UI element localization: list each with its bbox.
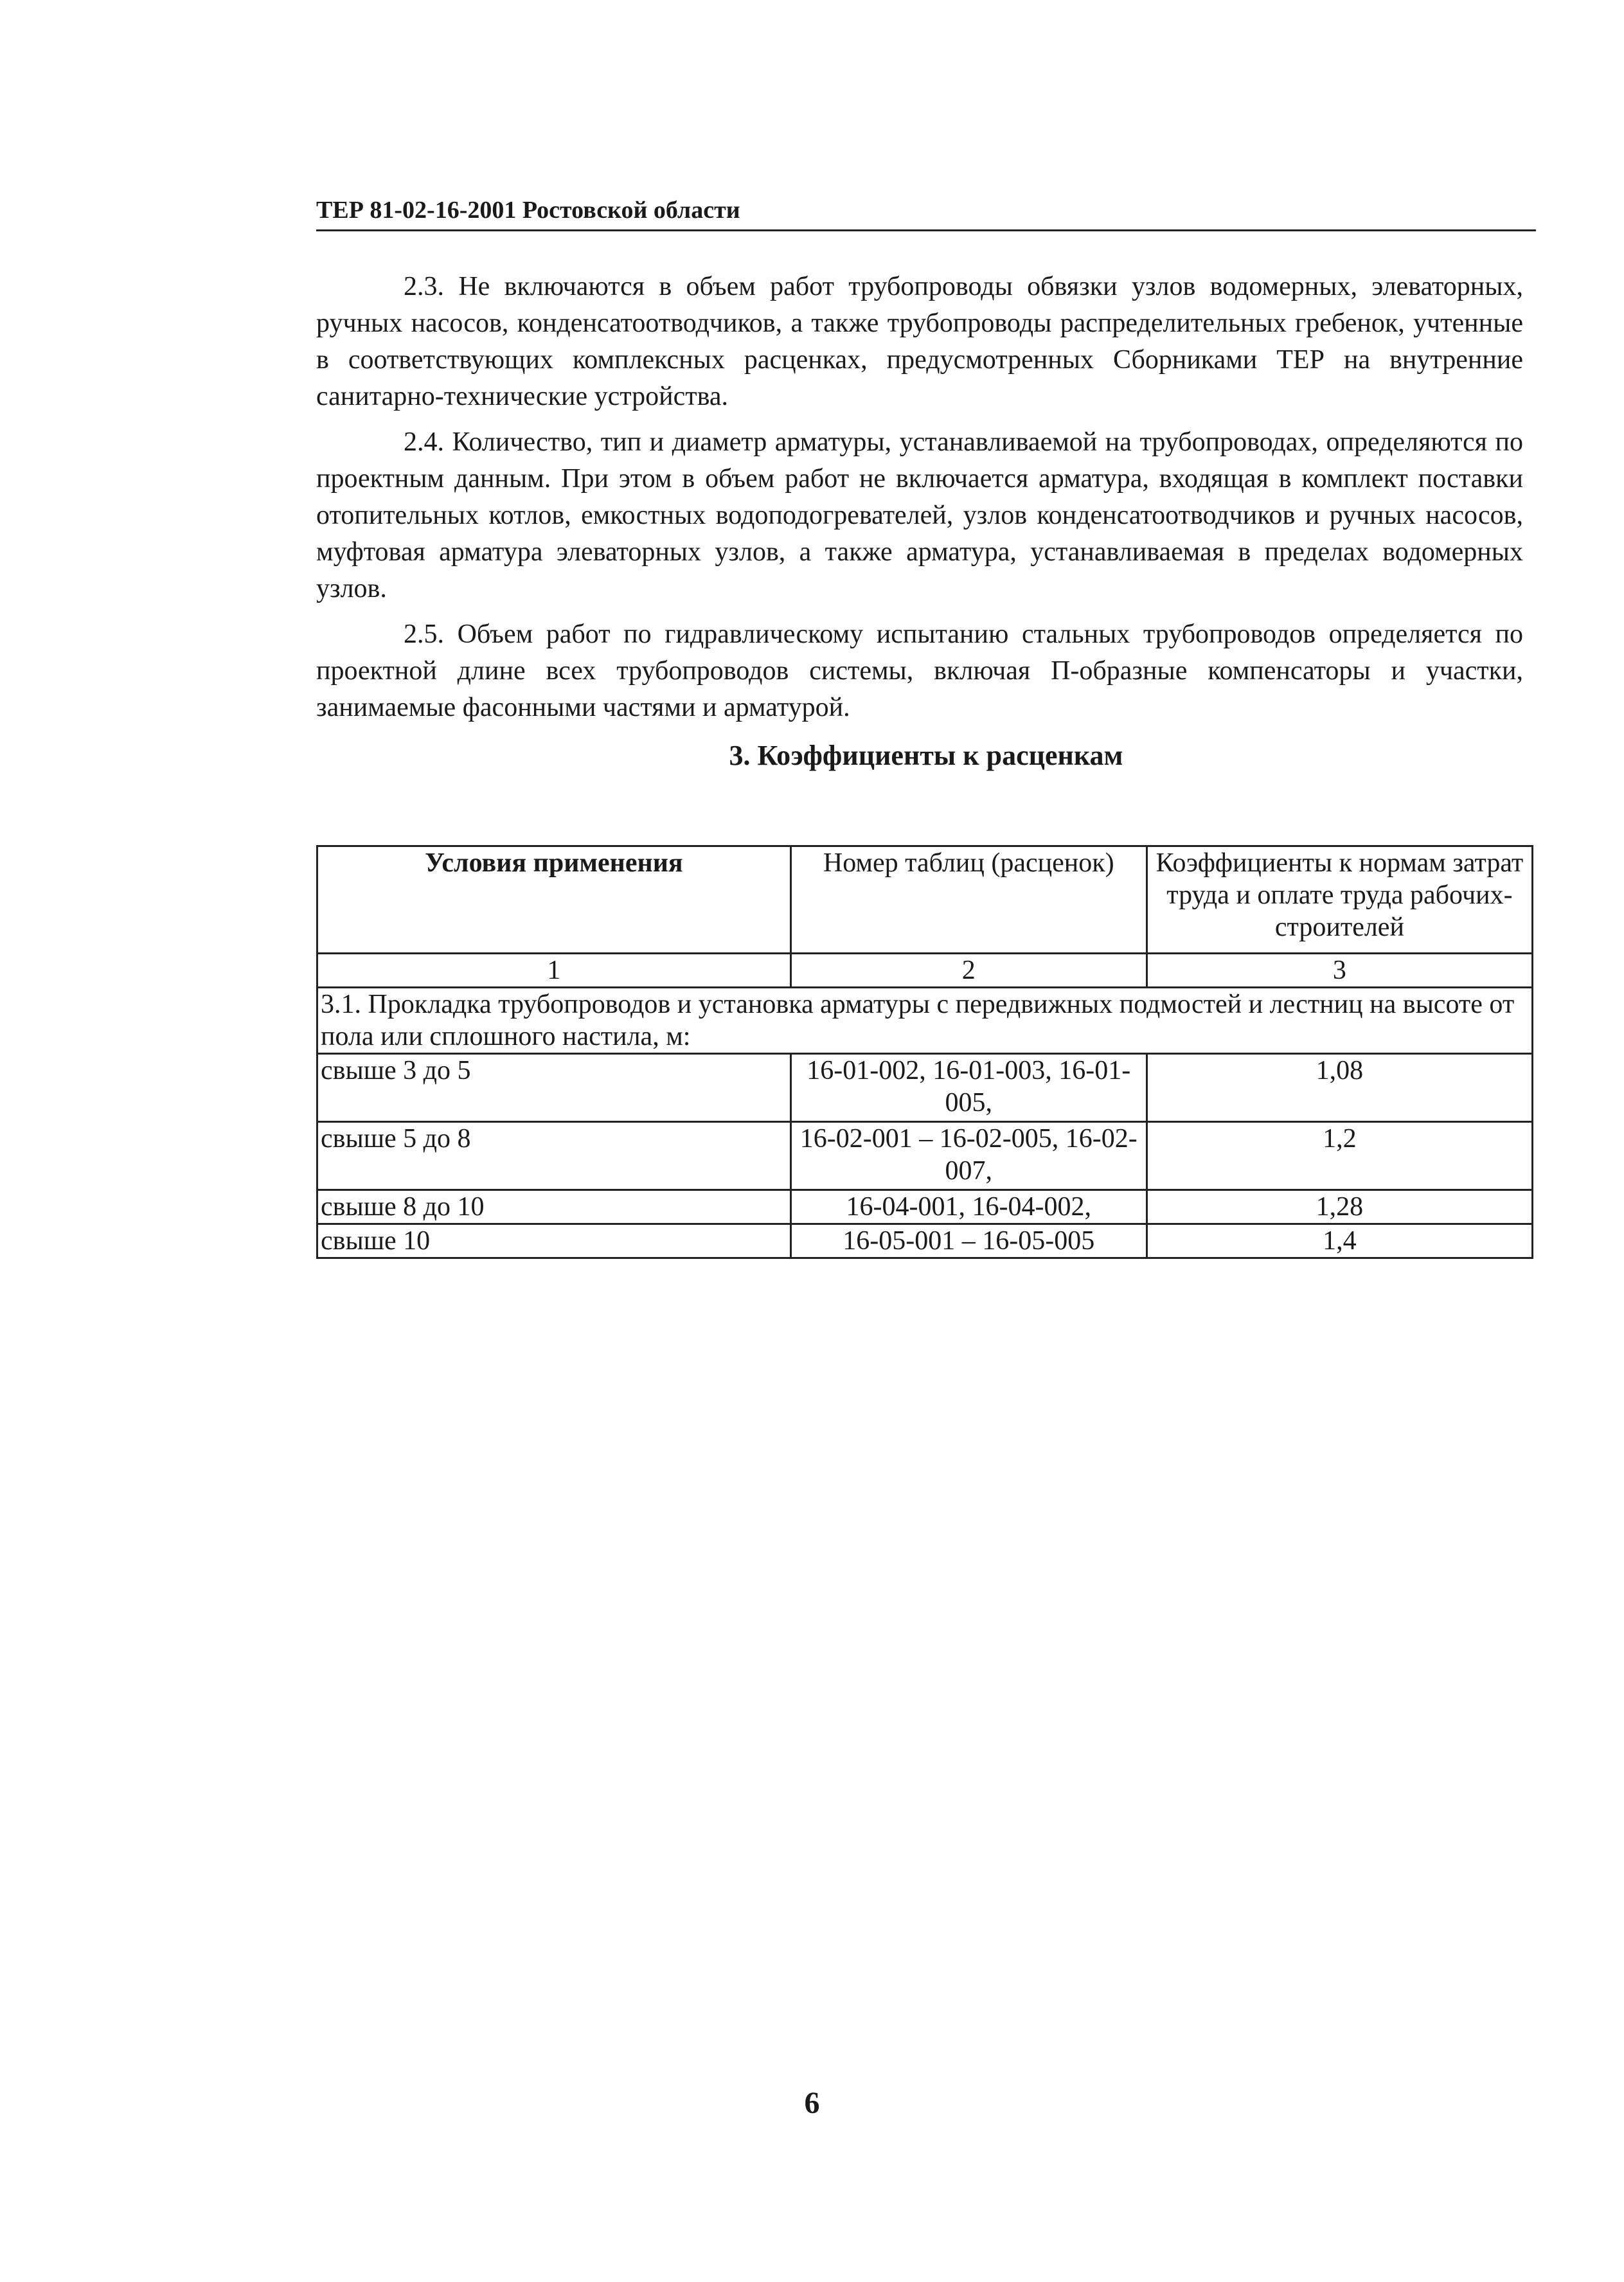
condition-cell: свыше 10	[317, 1224, 791, 1258]
coefficients-table	[316, 845, 1533, 1259]
tables-cell: 16-04-001, 16-04-002,	[790, 1190, 1147, 1224]
section-title: 3. Коэффициенты к расценкам	[729, 740, 1123, 771]
column-number: 1	[317, 954, 791, 988]
header-coefficients: Коэффициенты к нормам затрат труда и оплате труда рабочих-строителей	[1147, 846, 1532, 954]
table-row	[317, 1054, 1533, 1122]
header-conditions: Условия применения	[317, 846, 791, 954]
coefficient-cell: 1,28	[1147, 1190, 1532, 1224]
coefficient-cell: 1,08	[1147, 1054, 1532, 1122]
document-header: ТЕР 81-02-16-2001 Ростовской области	[316, 196, 1536, 231]
table-row	[317, 1224, 1533, 1258]
condition-cell: свыше 3 до 5	[317, 1054, 791, 1122]
column-number: 3	[1147, 954, 1532, 988]
table-row	[317, 1122, 1533, 1190]
tables-cell: 16-02-001 – 16-02-005, 16-02-007,	[790, 1122, 1147, 1190]
column-number: 2	[790, 954, 1147, 988]
group-row	[317, 988, 1533, 1054]
header-table-numbers: Номер таблиц (расценок)	[790, 846, 1147, 954]
group-label: 3.1. Прокладка трубопроводов и установка арматуры с передвижных подмостей и лестниц на высоте от пола или сплошного настила, м:	[317, 988, 1533, 1054]
column-number-row	[317, 954, 1533, 988]
body-text	[316, 269, 1523, 735]
tables-cell: 16-01-002, 16-01-003, 16-01-005,	[790, 1054, 1147, 1122]
coefficient-cell: 1,4	[1147, 1224, 1532, 1258]
paragraph-2-3: 2.3. Не включаются в объем работ трубопроводы обвязки узлов водомерных, элеваторных, ручных насосов, конденсатоотводчиков, а также трубопроводы распределительных гребенок, учтенные в соответствующих комплексных расценках, предусмотренных Сборниками ТЕР на внутренние санитарно-технические устройства.	[316, 272, 1523, 411]
tables-cell: 16-05-001 – 16-05-005	[790, 1224, 1147, 1258]
condition-cell: свыше 8 до 10	[317, 1190, 791, 1224]
table-header-row	[317, 846, 1533, 954]
paragraph-2-4: 2.4. Количество, тип и диаметр арматуры, устанавливаемой на трубопроводах, определяются по проектным данным. При этом в объем работ не включается арматура, входящая в комплект поставки отопительных котлов, емкостных водоподогревателей, узлов конденсатоотводчиков и ручных насосов, муфтовая арматура элеваторных узлов, а также арматура, устанавливаемая в пределах водомерных узлов.	[316, 427, 1523, 603]
paragraph-2-5: 2.5. Объем работ по гидравлическому испытанию стальных трубопроводов определяется по проектной длине всех трубопроводов системы, включая П-образные компенсаторы и участки, занимаемые фасонными частями и арматурой.	[316, 620, 1523, 722]
condition-cell: свыше 5 до 8	[317, 1122, 791, 1190]
coefficient-cell: 1,2	[1147, 1122, 1532, 1190]
page-number: 6	[804, 2086, 820, 2120]
table-row	[317, 1190, 1533, 1224]
